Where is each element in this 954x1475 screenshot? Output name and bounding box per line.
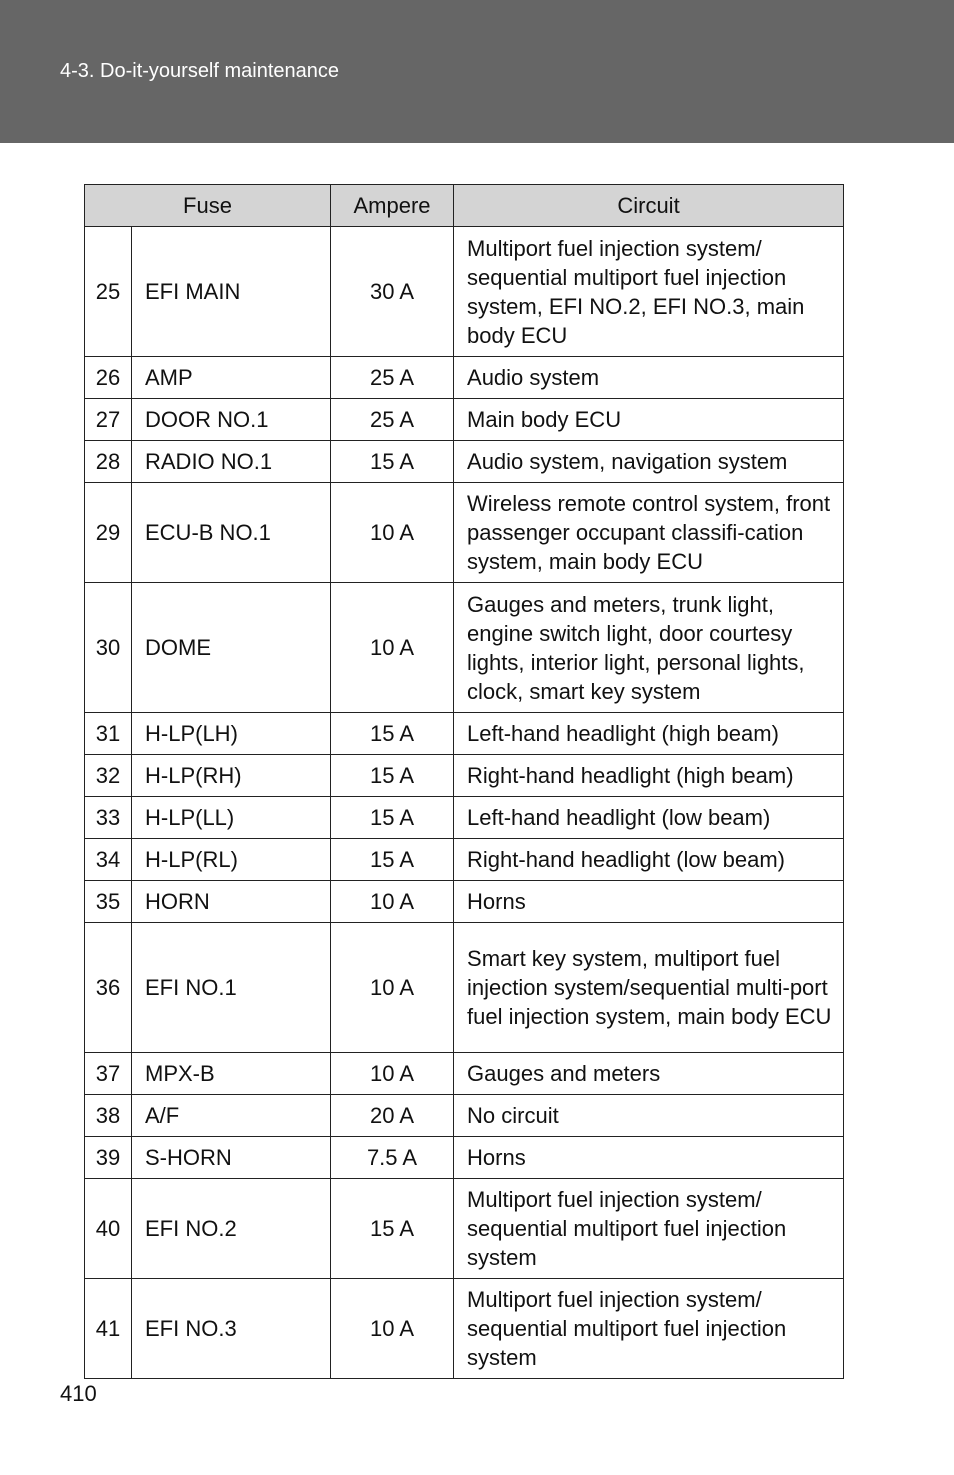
table-row: [85, 441, 844, 483]
section-title: 4-3. Do-it-yourself maintenance: [60, 60, 340, 82]
fuse-number: 30: [85, 583, 132, 713]
fuse-name: HORN: [132, 881, 331, 923]
fuse-number: 33: [85, 797, 132, 839]
fuse-ampere: 10 A: [331, 483, 454, 583]
fuse-circuit: Gauges and meters: [454, 1053, 844, 1095]
fuse-number: 36: [85, 923, 132, 1053]
fuse-ampere: 15 A: [331, 839, 454, 881]
page-number: 410: [60, 1381, 97, 1406]
fuse-number: 40: [85, 1179, 132, 1279]
column-header-circuit: Circuit: [454, 185, 844, 227]
fuse-circuit: Right-hand headlight (high beam): [454, 755, 844, 797]
fuse-table: [84, 184, 844, 1379]
fuse-number: 38: [85, 1095, 132, 1137]
fuse-ampere: 15 A: [331, 755, 454, 797]
fuse-ampere: 25 A: [331, 357, 454, 399]
fuse-circuit: Multiport fuel injection system/ sequential multiport fuel injection system: [454, 1179, 844, 1279]
table-row: [85, 923, 844, 1053]
table-row: [85, 755, 844, 797]
fuse-number: 26: [85, 357, 132, 399]
table-row: [85, 1053, 844, 1095]
fuse-number: 37: [85, 1053, 132, 1095]
fuse-name: EFI MAIN: [132, 227, 331, 357]
table-row: [85, 839, 844, 881]
fuse-name: EFI NO.1: [132, 923, 331, 1053]
fuse-ampere: 20 A: [331, 1095, 454, 1137]
table-row: [85, 483, 844, 583]
fuse-number: 28: [85, 441, 132, 483]
table-row: [85, 1095, 844, 1137]
fuse-name: DOME: [132, 583, 331, 713]
fuse-ampere: 7.5 A: [331, 1137, 454, 1179]
table-row: [85, 713, 844, 755]
fuse-name: A/F: [132, 1095, 331, 1137]
table-row: [85, 1279, 844, 1379]
fuse-ampere: 10 A: [331, 583, 454, 713]
fuse-circuit: Smart key system, multiport fuel injection system/sequential multi-port fuel injection system, main body ECU: [454, 923, 844, 1053]
fuse-name: MPX-B: [132, 1053, 331, 1095]
fuse-circuit: Wireless remote control system, front passenger occupant classifi-cation system, main body ECU: [454, 483, 844, 583]
fuse-ampere: 10 A: [331, 1053, 454, 1095]
column-header-fuse: Fuse: [85, 185, 331, 227]
fuse-name: H-LP(RL): [132, 839, 331, 881]
fuse-circuit: Left-hand headlight (low beam): [454, 797, 844, 839]
fuse-circuit: No circuit: [454, 1095, 844, 1137]
fuse-circuit: Audio system, navigation system: [454, 441, 844, 483]
fuse-ampere: 15 A: [331, 441, 454, 483]
column-header-ampere: Ampere: [331, 185, 454, 227]
fuse-ampere: 10 A: [331, 881, 454, 923]
fuse-number: 39: [85, 1137, 132, 1179]
table-row: [85, 227, 844, 357]
fuse-ampere: 15 A: [331, 713, 454, 755]
fuse-ampere: 15 A: [331, 797, 454, 839]
fuse-circuit: Multiport fuel injection system/ sequential multiport fuel injection system, EFI NO.2, EFI NO.3, main body ECU: [454, 227, 844, 357]
fuse-ampere: 10 A: [331, 1279, 454, 1379]
fuse-name: EFI NO.3: [132, 1279, 331, 1379]
fuse-circuit: Horns: [454, 1137, 844, 1179]
fuse-circuit: Horns: [454, 881, 844, 923]
fuse-name: H-LP(LH): [132, 713, 331, 755]
fuse-number: 29: [85, 483, 132, 583]
fuse-circuit: Gauges and meters, trunk light, engine switch light, door courtesy lights, interior light, personal lights, clock, smart key system: [454, 583, 844, 713]
fuse-circuit: Main body ECU: [454, 399, 844, 441]
fuse-number: 32: [85, 755, 132, 797]
fuse-number: 34: [85, 839, 132, 881]
fuse-number: 41: [85, 1279, 132, 1379]
fuse-circuit: Audio system: [454, 357, 844, 399]
fuse-name: H-LP(LL): [132, 797, 331, 839]
fuse-ampere: 15 A: [331, 1179, 454, 1279]
fuse-circuit: Right-hand headlight (low beam): [454, 839, 844, 881]
fuse-name: S-HORN: [132, 1137, 331, 1179]
table-row: [85, 357, 844, 399]
fuse-number: 31: [85, 713, 132, 755]
fuse-name: AMP: [132, 357, 331, 399]
table-row: [85, 583, 844, 713]
fuse-name: H-LP(RH): [132, 755, 331, 797]
fuse-name: RADIO NO.1: [132, 441, 331, 483]
fuse-ampere: 30 A: [331, 227, 454, 357]
table-header-row: [85, 185, 844, 227]
table-row: [85, 1137, 844, 1179]
table-row: [85, 1179, 844, 1279]
fuse-circuit: Left-hand headlight (high beam): [454, 713, 844, 755]
fuse-ampere: 25 A: [331, 399, 454, 441]
fuse-number: 25: [85, 227, 132, 357]
fuse-number: 35: [85, 881, 132, 923]
table-row: [85, 399, 844, 441]
fuse-ampere: 10 A: [331, 923, 454, 1053]
fuse-number: 27: [85, 399, 132, 441]
fuse-name: ECU-B NO.1: [132, 483, 331, 583]
fuse-circuit: Multiport fuel injection system/ sequential multiport fuel injection system: [454, 1279, 844, 1379]
table-row: [85, 797, 844, 839]
fuse-name: EFI NO.2: [132, 1179, 331, 1279]
fuse-name: DOOR NO.1: [132, 399, 331, 441]
table-row: [85, 881, 844, 923]
